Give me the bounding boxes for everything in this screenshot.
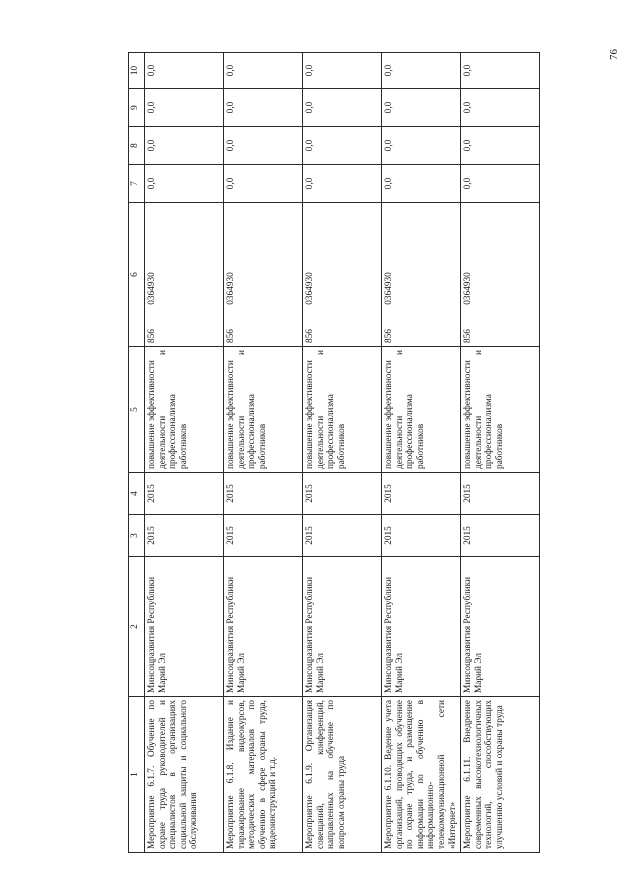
value-col-10: 0,0 (224, 53, 303, 89)
budget-code-grbs: 856 (147, 329, 157, 343)
budget-code-grbs: 856 (463, 329, 473, 343)
budget-code-article: 0364930 (463, 272, 473, 305)
start-year: 2015 (224, 515, 303, 557)
page-number: 76 (608, 49, 620, 60)
start-year: 2015 (145, 515, 224, 557)
expected-result (224, 347, 303, 473)
value-col-8: 0,0 (145, 127, 224, 165)
budget-code-article: 0364930 (305, 272, 315, 305)
col-header-5: 5 (129, 347, 145, 473)
value-col-8: 0,0 (303, 127, 382, 165)
table-row (461, 53, 540, 853)
budget-code-grbs: 856 (305, 329, 315, 343)
budget-code (303, 203, 382, 347)
table-row (303, 53, 382, 853)
end-year: 2015 (224, 473, 303, 515)
expected-result-text: повышение эффективности деятельности профессионализма работников (226, 360, 268, 469)
col-header-4: 4 (129, 473, 145, 515)
budget-code-grbs: 856 (226, 329, 236, 343)
value-col-7: 0,0 (382, 165, 461, 203)
col-header-7: 7 (129, 165, 145, 203)
col-header-9: 9 (129, 89, 145, 127)
value-col-7: 0,0 (303, 165, 382, 203)
start-year: 2015 (461, 515, 540, 557)
measure-name: Мероприятие 6.1.11. Внедрение современных высокотехнологичных технологий, способствующих улучшению условий и охраны труда (461, 697, 540, 853)
expected-result (145, 347, 224, 473)
expected-result-text: повышение эффективности деятельности профессионализма работников (305, 360, 347, 469)
budget-code (224, 203, 303, 347)
value-col-9: 0,0 (461, 89, 540, 127)
value-col-10: 0,0 (303, 53, 382, 89)
program-measures-table (128, 52, 540, 853)
col-header-6: 6 (129, 203, 145, 347)
table-row (382, 53, 461, 853)
expected-result (461, 347, 540, 473)
budget-code-grbs: 856 (384, 329, 394, 343)
executor: Минсоцразвития Республики Марий Эл (224, 557, 303, 697)
expected-result (382, 347, 461, 473)
budget-code (461, 203, 540, 347)
expected-result-conjunction: и (474, 350, 484, 355)
end-year: 2015 (382, 473, 461, 515)
value-col-9: 0,0 (224, 89, 303, 127)
end-year: 2015 (461, 473, 540, 515)
measure-name: Мероприятие 6.1.7. Обучение по охране труда руководителей и специалистов в организациях социальной защиты и социального обслуживания (145, 697, 224, 853)
value-col-8: 0,0 (461, 127, 540, 165)
executor: Минсоцразвития Республики Марий Эл (461, 557, 540, 697)
expected-result-conjunction: и (237, 350, 247, 355)
budget-code (145, 203, 224, 347)
value-col-10: 0,0 (145, 53, 224, 89)
expected-result-text: повышение эффективности деятельности профессионализма работников (147, 360, 189, 469)
expected-result-text: повышение эффективности деятельности профессионализма работников (463, 360, 505, 469)
measure-name: Мероприятие 6.1.10. Ведение учета организаций, проводящих обучение по охране труда, и размещение информации по обучению в информационно-телекоммуникационной сети «Интернет» (382, 697, 461, 853)
executor: Минсоцразвития Республики Марий Эл (382, 557, 461, 697)
header-row (129, 53, 145, 853)
expected-result-conjunction: и (158, 350, 168, 355)
value-col-8: 0,0 (224, 127, 303, 165)
measure-name: Мероприятие 6.1.8. Издание и тиражирование видеокурсов, методических материалов по обучению в сфере охраны труда, видеоинструкций и т.д. (224, 697, 303, 853)
end-year: 2015 (145, 473, 224, 515)
value-col-9: 0,0 (382, 89, 461, 127)
value-col-9: 0,0 (145, 89, 224, 127)
start-year: 2015 (303, 515, 382, 557)
value-col-10: 0,0 (461, 53, 540, 89)
executor: Минсоцразвития Республики Марий Эл (303, 557, 382, 697)
document-table-rotated (128, 53, 623, 853)
col-header-8: 8 (129, 127, 145, 165)
col-header-2: 2 (129, 557, 145, 697)
value-col-10: 0,0 (382, 53, 461, 89)
budget-code-article: 0364930 (147, 272, 157, 305)
table-row (224, 53, 303, 853)
start-year: 2015 (382, 515, 461, 557)
col-header-10: 10 (129, 53, 145, 89)
budget-code-article: 0364930 (226, 272, 236, 305)
measure-name: Мероприятие 6.1.9. Организация совещаний, конференций, направленных на обучение по вопросам охраны труда (303, 697, 382, 853)
col-header-1: 1 (129, 697, 145, 853)
value-col-7: 0,0 (461, 165, 540, 203)
end-year: 2015 (303, 473, 382, 515)
expected-result-conjunction: и (316, 350, 326, 355)
value-col-9: 0,0 (303, 89, 382, 127)
expected-result-conjunction: и (395, 350, 405, 355)
table-row (145, 53, 224, 853)
expected-result-text: повышение эффективности деятельности профессионализма работников (384, 360, 426, 469)
value-col-8: 0,0 (382, 127, 461, 165)
col-header-3: 3 (129, 515, 145, 557)
expected-result (303, 347, 382, 473)
executor: Минсоцразвития Республики Марий Эл (145, 557, 224, 697)
budget-code (382, 203, 461, 347)
value-col-7: 0,0 (145, 165, 224, 203)
value-col-7: 0,0 (224, 165, 303, 203)
budget-code-article: 0364930 (384, 272, 394, 305)
